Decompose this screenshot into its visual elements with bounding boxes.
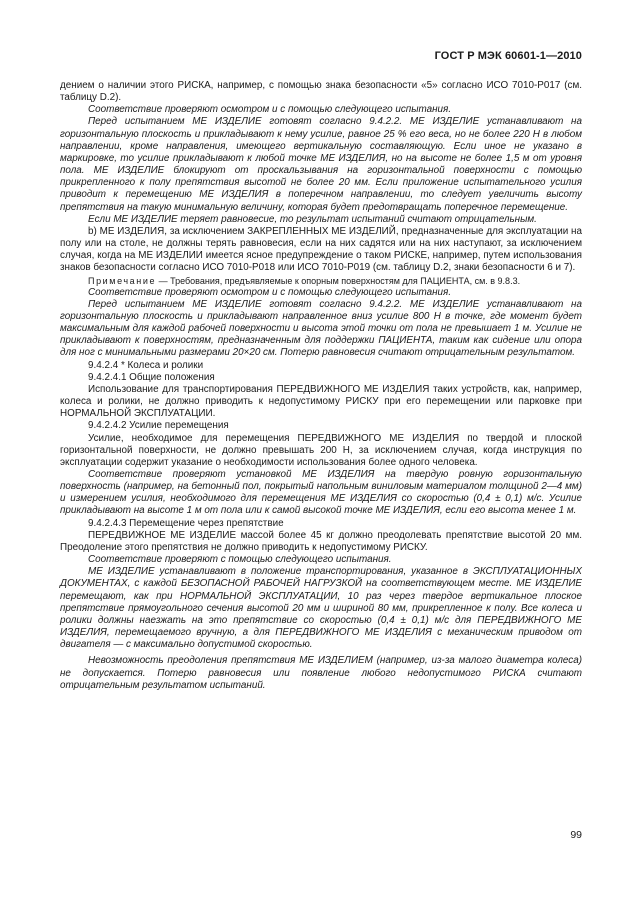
body-paragraph: Перед испытанием МЕ ИЗДЕЛИЕ готовят согласно 9.4.2.2. МЕ ИЗДЕЛИЕ устанавливают на горизонтальную плоскость и прикладывают к нему усилие, равное 25 % его веса, но не более 220 Н в любом направлении, кроме направления, имеющего вертикальную составляющую. Если иное не указано в маркировке, то усилие прикладывают к любой точке МЕ ИЗДЕЛИЯ, но на высоте не более 1,5 м от уровня пола. МЕ ИЗДЕЛИЕ блокируют от проскальзывания на горизонтальной поверхности с помощью прикрепленного к полу препятствия высотой не более 20 мм. Если приложение испытательного усилия приводит к перемещению МЕ ИЗДЕЛИЯ в поперечном направлении, то следует увеличить высоту препятствия на такую минимальную величину, которая будет предотвращать поперечное перемещение. [60,116,582,213]
note-label: Примечание [88,275,157,286]
note-text: — Требования, предъявляемые к опорным поверхностям для ПАЦИЕНТА, см. в 9.8.3. [156,275,521,286]
body-paragraph: Соответствие проверяют установкой МЕ ИЗДЕЛИЯ на твердую ровную горизонтальную поверхность (например, на бетонный пол, покрытый напольным виниловым материалом толщиной 2—4 мм) и измерением усилия, необходимого для перемещения МЕ ИЗДЕЛИЯ со скоростью (0,4 ± 0,1) м/с. Усилие прикладывают на высоте 1 м от пола или к самой высокой точке МЕ ИЗДЕЛИЯ, если его высота менее 1 м. [60,469,582,517]
body-paragraph: 9.4.2.4.1 Общие положения [88,371,215,383]
body-paragraph: Соответствие проверяют осмотром и с помощью следующего испытания. [88,286,452,298]
body-paragraph: 9.4.2.4.2 Усилие перемещения [88,420,229,432]
body-paragraph: Перед испытанием МЕ ИЗДЕЛИЕ готовят согласно 9.4.2.2. МЕ ИЗДЕЛИЕ устанавливают на горизонтальную плоскость и прикладывают направленное вниз усилие 800 Н в точке, где момент будет максимальным для каждой рабочей поверхности и высота этой точки от пола не превышает 1 м. Усилие не прикладывают к поверхностям, предназначенным для поддержки ПАЦИЕНТА, таким как сидение или опора для ног с минимальными размерами 20×20 см. Потерю равновесия считают отрицательным результатом. [60,298,582,359]
body-paragraph: 9.4.2.4.3 Перемещение через препятствие [88,517,284,529]
body-paragraph: Невозможность преодоления препятствия МЕ ИЗДЕЛИЕМ (например, из-за малого диаметра колеса) не допускается. Потерю равновесия или появление любого недопустимого РИСКА считают отрицательным результатом испытаний. [60,655,582,691]
body-paragraph: дением о наличии этого РИСКА, например, с помощью знака безопасности «5» согласно ИСО 7010-Р017 (см. таблицу D.2). [60,80,582,104]
body-paragraph: Использование для транспортирования ПЕРЕДВИЖНОГО МЕ ИЗДЕЛИЯ таких устройств, как, например, колеса и ролики, не должно приводить к недопустимому РИСКУ при его перемещении или парковке при НОРМАЛЬНОЙ ЭКСПЛУАТАЦИИ. [60,383,582,420]
body-paragraph: ПЕРЕДВИЖНОЕ МЕ ИЗДЕЛИЕ массой более 45 кг должно преодолевать препятствие высотой 20 мм. Преодоление этого препятствия не должно приводить к недопустимому РИСКУ. [60,529,582,553]
note-paragraph [60,275,582,287]
body-paragraph: Соответствие проверяют осмотром и с помощью следующего испытания. [88,104,452,116]
document-header: ГОСТ Р МЭК 60601-1—2010 [434,50,582,62]
body-paragraph: Соответствие проверяют с помощью следующего испытания. [88,554,392,566]
body-paragraph: МЕ ИЗДЕЛИЕ устанавливают в положение транспортирования, указанное в ЭКСПЛУАТАЦИОННЫХ ДОКУМЕНТАХ, с каждой БЕЗОПАСНОЙ РАБОЧЕЙ НАГРУЗКОЙ на соответствующем месте. МЕ ИЗДЕЛИЕ перемещают, как при НОРМАЛЬНОЙ ЭКСПЛУАТАЦИИ, 10 раз через твердое вертикальное плоское препятствие прямоугольного сечения высотой 20 мм и шириной 80 мм, прикрепленное к полу. Все колеса и ролики должны наезжать на это препятствие со скоростью (0,4 ± 0,1) м/с для ПЕРЕДВИЖНОГО МЕ ИЗДЕЛИЯ, перемещаемого вручную, а для ПЕРЕДВИЖНОГО МЕ ИЗДЕЛИЯ с механическим приводом от двигателя — с максимально допустимой скоростью. [60,566,582,651]
page-number: 99 [570,829,582,841]
body-paragraph: Усилие, необходимое для перемещения ПЕРЕДВИЖНОГО МЕ ИЗДЕЛИЯ по твердой и плоской горизонтальной поверхности, не должно превышать 200 Н, за исключением случая, когда инструкция по эксплуатации содержит указание о необходимости использования более одного человека. [60,432,582,468]
body-paragraph: Если МЕ ИЗДЕЛИЕ теряет равновесие, то результат испытаний считают отрицательным. [88,213,537,225]
body-paragraph: 9.4.2.4 * Колеса и ролики [88,359,204,371]
body-paragraph: b) МЕ ИЗДЕЛИЯ, за исключением ЗАКРЕПЛЕННЫХ МЕ ИЗДЕЛИЙ, предназначенные для эксплуатации на полу или на столе, не должны терять равновесия, если на них садятся или на них наступают, за исключением случая, когда на МЕ ИЗДЕЛИИ имеется ясное предупреждение о таком РИСКЕ, например, путем использования знаков безопасности согласно ИСО 7010-Р018 или ИСО 7010-Р019 (см. таблицу D.2, знаки безопасности 6 и 7). [60,225,582,274]
document-body [60,80,582,692]
